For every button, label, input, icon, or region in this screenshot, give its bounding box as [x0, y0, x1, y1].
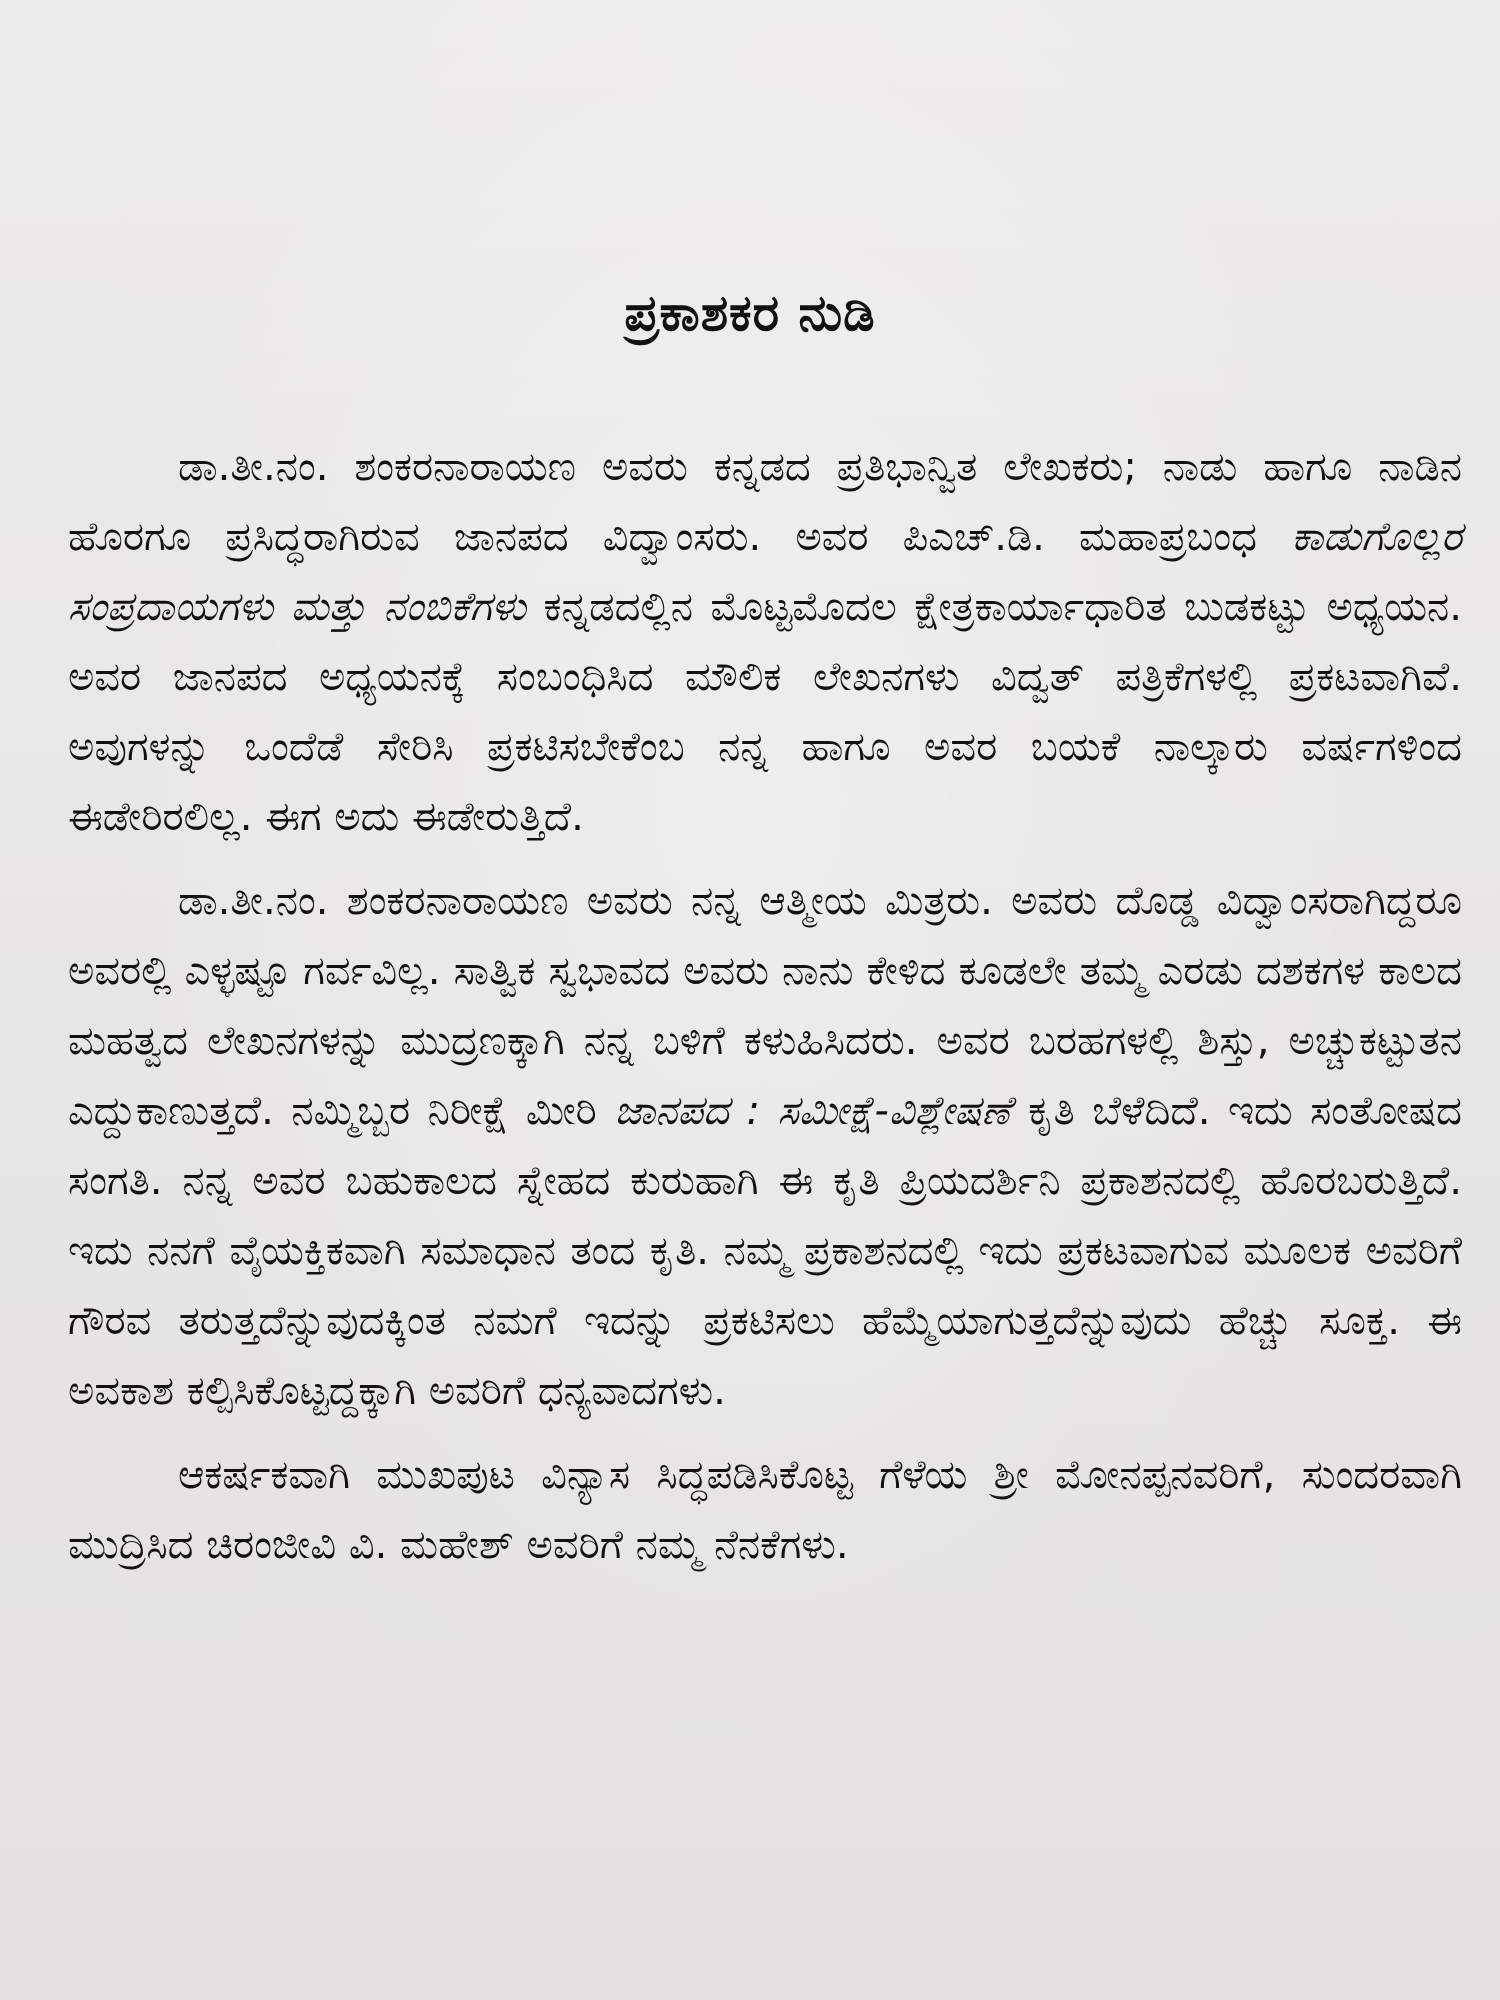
paragraph-2-text-b: ಕೃತಿ ಬೆಳೆದಿದೆ. ಇದು ಸಂತೋಷದ ಸಂಗತಿ. ನನ್ನ ಅವರ ಬಹುಕಾಲದ ಸ್ನೇಹದ ಕುರುಹಾಗಿ ಈ ಕೃತಿ ಪ್ರಿಯದರ್ಶಿನಿ ಪ್ರಕಾಶನದಲ್ಲಿ ಹೊರಬರುತ್ತಿದೆ. ಇದು ನನಗೆ ವೈಯಕ್ತಿಕವಾಗಿ ಸಮಾಧಾನ ತಂದ ಕೃತಿ. ನಮ್ಮ ಪ್ರಕಾಶನದಲ್ಲಿ ಇದು ಪ್ರಕಟವಾಗುವ ಮೂಲಕ ಅವರಿಗೆ ಗೌರವ ತರುತ್ತದೆನ್ನುವುದಕ್ಕಿಂತ ನಮಗೆ ಇದನ್ನು ಪ್ರಕಟಿಸಲು ಹೆಮ್ಮೆಯಾಗುತ್ತದೆನ್ನುವುದು ಹೆಚ್ಚು ಸೂಕ್ತ. ಈ ಅವಕಾಶ ಕಲ್ಪಿಸಿಕೊಟ್ಟದ್ದಕ್ಕಾಗಿ ಅವರಿಗೆ ಧನ್ಯವಾದಗಳು.: [68, 1088, 1463, 1414]
paragraph-1-text-a: ಡಾ.ತೀ.ನಂ. ಶಂಕರನಾರಾಯಣ ಅವರು ಕನ್ನಡದ ಪ್ರತಿಭಾನ್ವಿತ ಲೇಖಕರು; ನಾಡು ಹಾಗೂ ನಾಡಿನ ಹೊರಗೂ ಪ್ರಸಿದ್ಧರಾಗಿರುವ ಜಾನಪದ ವಿದ್ವಾಂಸರು. ಅವರ ಪಿಎಚ್.ಡಿ. ಮಹಾಪ್ರಬಂಧ: [68, 444, 1462, 560]
paragraph-2: [68, 866, 1462, 1426]
paragraph-3: [68, 1440, 1462, 1580]
paragraph-2-text-a: ಡಾ.ತೀ.ನಂ. ಶಂಕರನಾರಾಯಣ ಅವರು ನನ್ನ ಆತ್ಮೀಯ ಮಿತ್ರರು. ಅವರು ದೊಡ್ಡ ವಿದ್ವಾಂಸರಾಗಿದ್ದರೂ ಅವರಲ್ಲಿ ಎಳ್ಳಷ್ಟೂ ಗರ್ವವಿಲ್ಲ. ಸಾತ್ವಿಕ ಸ್ವಭಾವದ ಅವರು ನಾನು ಕೇಳಿದ ಕೂಡಲೇ ತಮ್ಮ ಎರಡು ದಶಕಗಳ ಕಾಲದ ಮಹತ್ವದ ಲೇಖನಗಳನ್ನು ಮುದ್ರಣಕ್ಕಾಗಿ ನನ್ನ ಬಳಿಗೆ ಕಳುಹಿಸಿದರು. ಅವರ ಬರಹಗಳಲ್ಲಿ ಶಿಸ್ತು, ಅಚ್ಚುಕಟ್ಟುತನ ಎದ್ದುಕಾಣುತ್ತದೆ. ನಮ್ಮಿಬ್ಬರ ನಿರೀಕ್ಷೆ ಮೀರಿ: [68, 878, 1462, 1134]
page-title: ಪ್ರಕಾಶಕರ ನುಡಿ: [624, 284, 876, 342]
paragraph-1-text-b: ಕನ್ನಡದಲ್ಲಿನ ಮೊಟ್ಟಮೊದಲ ಕ್ಷೇತ್ರಕಾರ್ಯಾಧಾರಿತ ಬುಡಕಟ್ಟು ಅಧ್ಯಯನ. ಅವರ ಜಾನಪದ ಅಧ್ಯಯನಕ್ಕೆ ಸಂಬಂಧಿಸಿದ ಮೌಲಿಕ ಲೇಖನಗಳು ವಿದ್ವತ್ ಪತ್ರಿಕೆಗಳಲ್ಲಿ ಪ್ರಕಟವಾಗಿವೆ. ಅವುಗಳನ್ನು ಒಂದೆಡೆ ಸೇರಿಸಿ ಪ್ರಕಟಿಸಬೇಕೆಂಬ ನನ್ನ ಹಾಗೂ ಅವರ ಬಯಕೆ ನಾಲ್ಕಾರು ವರ್ಷಗಳಿಂದ ಈಡೇರಿರಲಿಲ್ಲ. ಈಗ ಅದು ಈಡೇರುತ್ತಿದೆ.: [68, 584, 1462, 840]
paragraph-2-book-title: ಜಾನಪದ : ಸಮೀಕ್ಷೆ-ವಿಶ್ಲೇಷಣೆ: [614, 1088, 1011, 1134]
body-text: [68, 432, 1462, 1580]
paragraph-1-book-title: ಕಾಡುಗೊಲ್ಲರ ಸಂಪ್ರದಾಯಗಳು ಮತ್ತು ನಂಬಿಕೆಗಳು: [68, 514, 1462, 630]
paragraph-3-text: ಆಕರ್ಷಕವಾಗಿ ಮುಖಪುಟ ವಿನ್ಯಾಸ ಸಿದ್ಧಪಡಿಸಿಕೊಟ್ಟ ಗೆಳೆಯ ಶ್ರೀ ಮೋನಪ್ಪನವರಿಗೆ, ಸುಂದರವಾಗಿ ಮುದ್ರಿಸಿದ ಚಿರಂಜೀವಿ ವಿ. ಮಹೇಶ್ ಅವರಿಗೆ ನಮ್ಮ ನೆನಕೆಗಳು.: [68, 1452, 1462, 1568]
paragraph-1: [68, 432, 1462, 852]
